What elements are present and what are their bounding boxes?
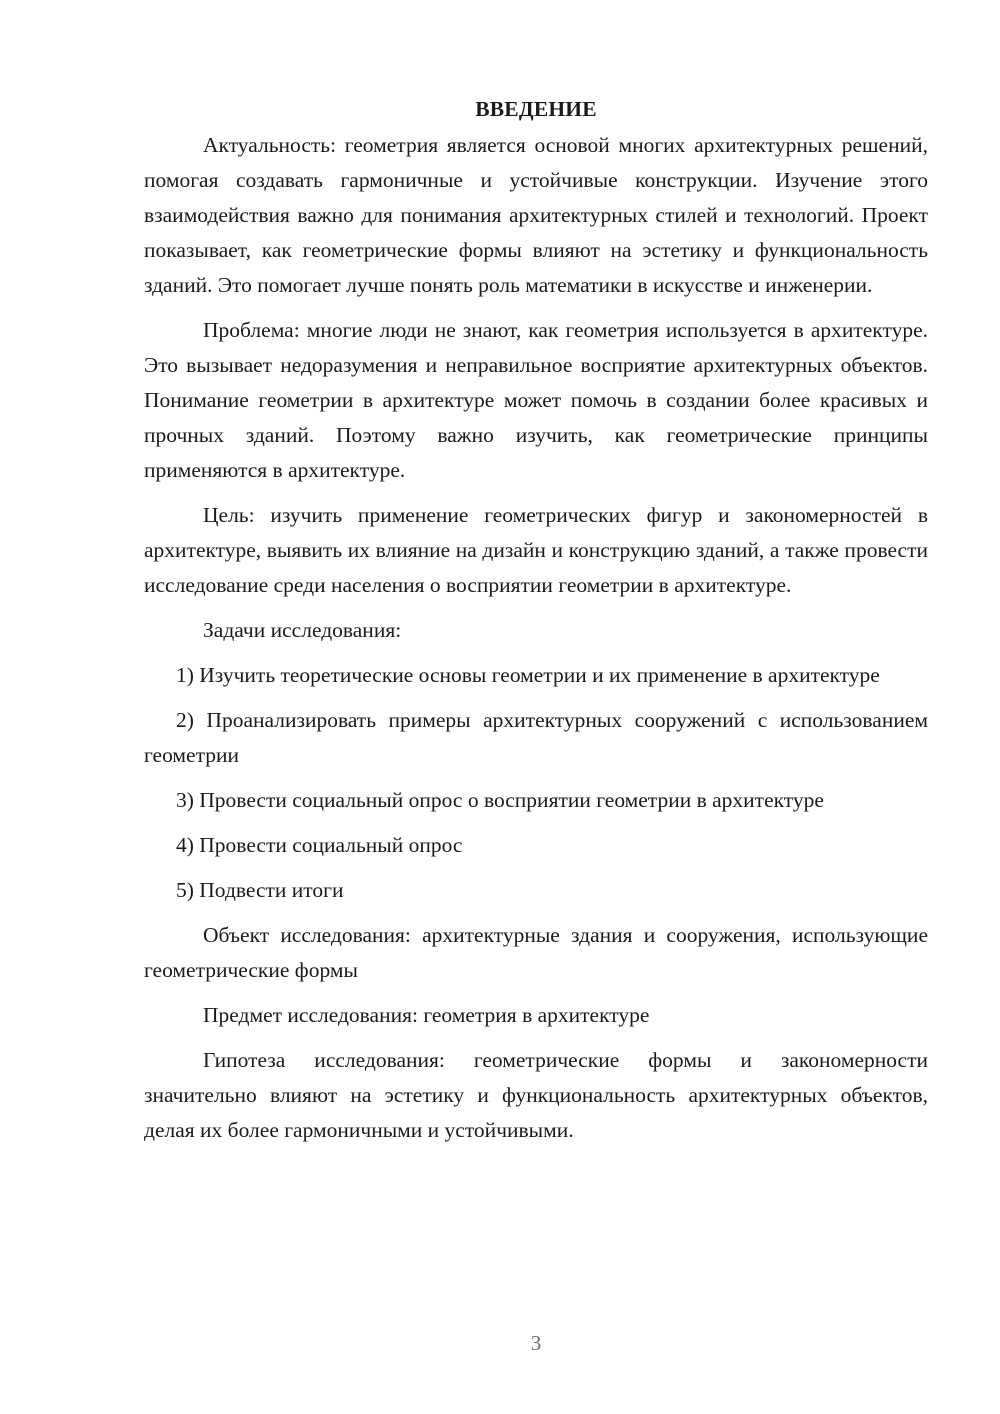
task-item-2: 2) Проанализировать примеры архитектурных сооружений с использованием геометрии xyxy=(144,708,928,767)
relevance-paragraph: Актуальность: геометрия является основой многих архитектурных решений, помогая создавать гармоничные и устойчивые конструкции. Изучение этого взаимодействия важно для понимания архитектурных стилей и технологий. Проект показывает, как геометрические формы влияют на эстетику и функциональность зданий. Это помогает лучше понять роль математики в искусстве и инженерии. xyxy=(144,133,928,297)
tasks-title: Задачи исследования: xyxy=(203,618,402,642)
document-page xyxy=(144,92,928,1158)
task-item-3: 3) Провести социальный опрос о восприятии геометрии в архитектуре xyxy=(176,788,824,812)
task-item-1: 1) Изучить теоретические основы геометрии и их применение в архитектуре xyxy=(176,663,880,687)
object-paragraph: Объект исследования: архитектурные здания и сооружения, использующие геометрические формы xyxy=(144,923,928,982)
problem-paragraph: Проблема: многие люди не знают, как геометрия используется в архитектуре. Это вызывает недоразумения и неправильное восприятие архитектурных объектов. Понимание геометрии в архитектуре может помочь в создании более красивых и прочных зданий. Поэтому важно изучить, как геометрические принципы применяются в архитектуре. xyxy=(144,318,928,482)
page-number: 3 xyxy=(530,1331,542,1355)
goal-paragraph: Цель: изучить применение геометрических фигур и закономерностей в архитектуре, выявить их влияние на дизайн и конструкцию зданий, а также провести исследование среди населения о восприятии геометрии в архитектуре. xyxy=(144,503,928,597)
task-item-4: 4) Провести социальный опрос xyxy=(176,833,463,857)
subject-paragraph: Предмет исследования: геометрия в архитектуре xyxy=(203,1003,650,1027)
section-heading: ВВЕДЕНИЕ xyxy=(475,97,597,121)
task-item-5: 5) Подвести итоги xyxy=(176,878,344,902)
hypothesis-paragraph: Гипотеза исследования: геометрические формы и закономерности значительно влияют на эстетику и функциональность архитектурных объектов, делая их более гармоничными и устойчивыми. xyxy=(144,1048,928,1142)
